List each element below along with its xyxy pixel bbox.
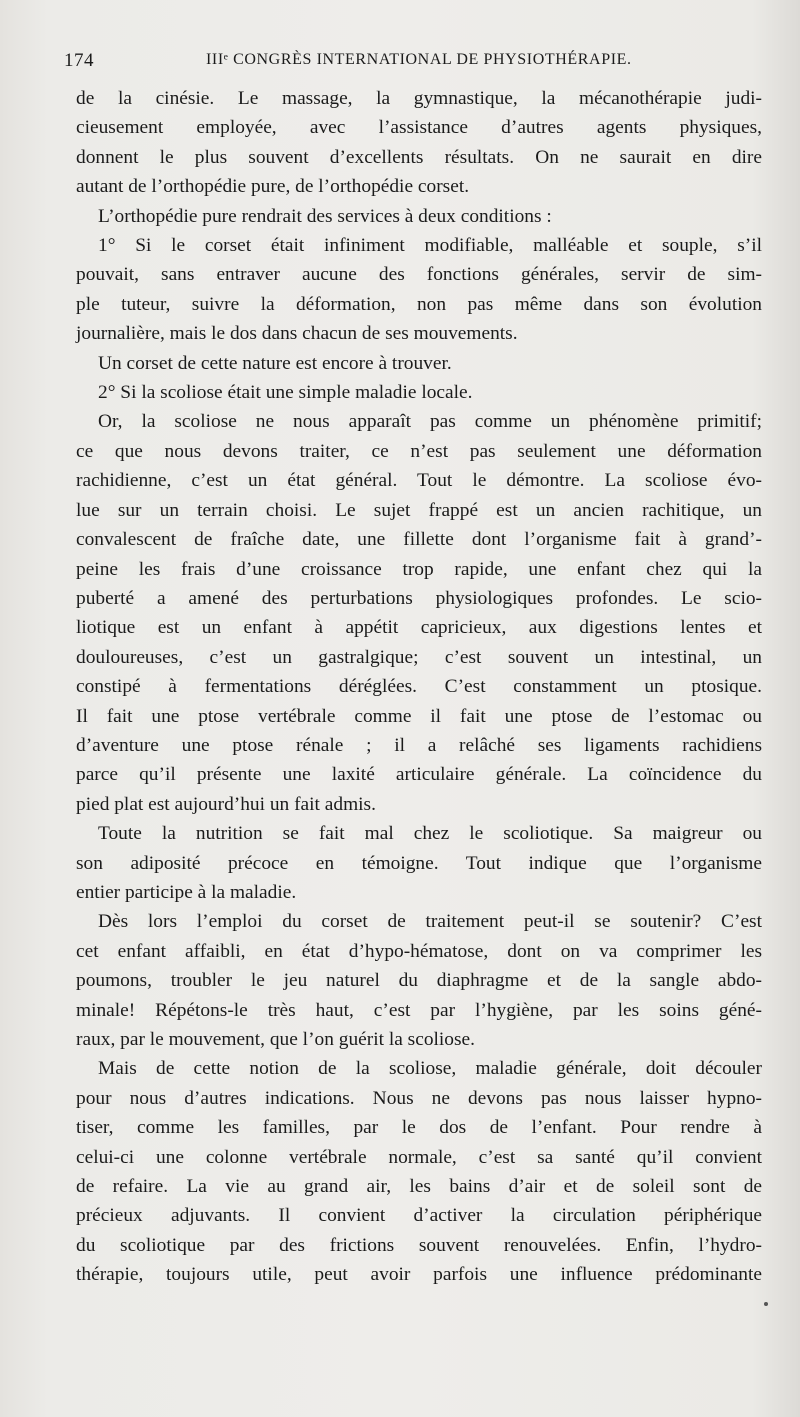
text-line: thérapie, toujours utile, peut avoir parfois une influence prédominante bbox=[76, 1264, 762, 1286]
text-line: 2° Si la scoliose était une simple maladie locale. bbox=[98, 382, 473, 404]
text-line: raux, par le mouvement, que l’on guérit la scoliose. bbox=[76, 1029, 476, 1050]
text-line: donnent le plus souvent d’excellents résultats. On ne saurait en dire bbox=[76, 146, 762, 168]
text-line: cieusement employée, avec l’assistance d’autres agents physiques, bbox=[76, 117, 762, 139]
text-line: lue sur un terrain choisi. Le sujet frappé est un ancien rachitique, un bbox=[76, 499, 762, 521]
text-line: ple tuteur, suivre la déformation, non pas même dans son évolution bbox=[76, 293, 762, 315]
text-line: poumons, troubler le jeu naturel du diaphragme et de la sangle abdo- bbox=[76, 970, 762, 992]
text-line: pied plat est aujourd’hui un fait admis. bbox=[76, 793, 376, 815]
text-line: son adiposité précoce en témoigne. Tout indique que l’organisme bbox=[76, 852, 762, 874]
text-line: Or, la scoliose ne nous apparaît pas comme un phénomène primitif; bbox=[98, 411, 762, 433]
text-line: L’orthopédie pure rendrait des services à deux conditions : bbox=[98, 205, 552, 227]
text-line: celui-ci une colonne vertébrale normale, c’est sa santé qu’il convient bbox=[76, 1146, 762, 1168]
paper-speck bbox=[764, 1302, 768, 1306]
text-line: rachidienne, c’est un état général. Tout le démontre. La scoliose évo- bbox=[76, 470, 762, 492]
text-line: constipé à fermentations déréglées. C’est constamment un ptosique. bbox=[76, 676, 762, 698]
text-line: 1° Si le corset était infiniment modifiable, malléable et souple, s’il bbox=[98, 235, 762, 257]
text-line: convalescent de fraîche date, une fillette dont l’organisme fait à grand’- bbox=[76, 529, 762, 551]
text-line: peine les frais d’une croissance trop rapide, une enfant chez qui la bbox=[76, 558, 762, 580]
text-line: minale! Répétons-le très haut, c’est par l’hygiène, par les soins géné- bbox=[76, 999, 762, 1021]
text-line: parce qu’il présente une laxité articulaire générale. La coïncidence du bbox=[76, 764, 762, 786]
page-header bbox=[64, 50, 764, 76]
text-line: de refaire. La vie au grand air, les bains d’air et de soleil sont de bbox=[76, 1176, 762, 1198]
text-line: Toute la nutrition se fait mal chez le scoliotique. Sa maigreur ou bbox=[98, 823, 762, 845]
text-line: pouvait, sans entraver aucune des fonctions générales, servir de sim- bbox=[76, 264, 762, 286]
text-line: ce que nous devons traiter, ce n’est pas seulement une déformation bbox=[76, 440, 762, 462]
text-line: journalière, mais le dos dans chacun de ses mouvements. bbox=[76, 323, 518, 345]
text-line: autant de l’orthopédie pure, de l’orthopédie corset. bbox=[76, 176, 470, 198]
text-line: cet enfant affaibli, en état d’hypo-hématose, dont on va comprimer les bbox=[76, 940, 762, 962]
text-line: de la cinésie. Le massage, la gymnastique, la mécanothérapie judi- bbox=[76, 88, 762, 109]
text-line: Mais de cette notion de la scoliose, maladie générale, doit découler bbox=[98, 1058, 762, 1080]
text-line: précieux adjuvants. Il convient d’activer la circulation périphérique bbox=[76, 1205, 762, 1227]
text-line: Il fait une ptose vertébrale comme il fait une ptose de l’estomac ou bbox=[76, 705, 762, 727]
text-line: entier participe à la maladie. bbox=[76, 881, 297, 903]
text-line: du scoliotique par des frictions souvent renouvelées. Enfin, l’hydro- bbox=[76, 1234, 762, 1256]
text-line: puberté a amené des perturbations physiologiques profondes. Le scio- bbox=[76, 587, 762, 609]
text-line: d’aventure une ptose rénale ; il a relâché ses ligaments rachidiens bbox=[76, 734, 762, 756]
text-line: Dès lors l’emploi du corset de traitement peut-il se soutenir? C’est bbox=[98, 911, 762, 933]
text-line: pour nous d’autres indications. Nous ne devons pas nous laisser hypno- bbox=[76, 1087, 762, 1109]
body-text bbox=[76, 84, 762, 1290]
text-line: douloureuses, c’est un gastralgique; c’est souvent un intestinal, un bbox=[76, 646, 762, 668]
text-line: tiser, comme les familles, par le dos de l’enfant. Pour rendre à bbox=[76, 1117, 762, 1139]
text-line: liotique est un enfant à appétit capricieux, aux digestions lentes et bbox=[76, 617, 762, 639]
running-title: IIIᵉ CONGRÈS INTERNATIONAL DE PHYSIOTHÉRAPIE. bbox=[206, 51, 632, 68]
text-line: Un corset de cette nature est encore à trouver. bbox=[98, 352, 452, 374]
page-number: 174 bbox=[64, 50, 94, 71]
